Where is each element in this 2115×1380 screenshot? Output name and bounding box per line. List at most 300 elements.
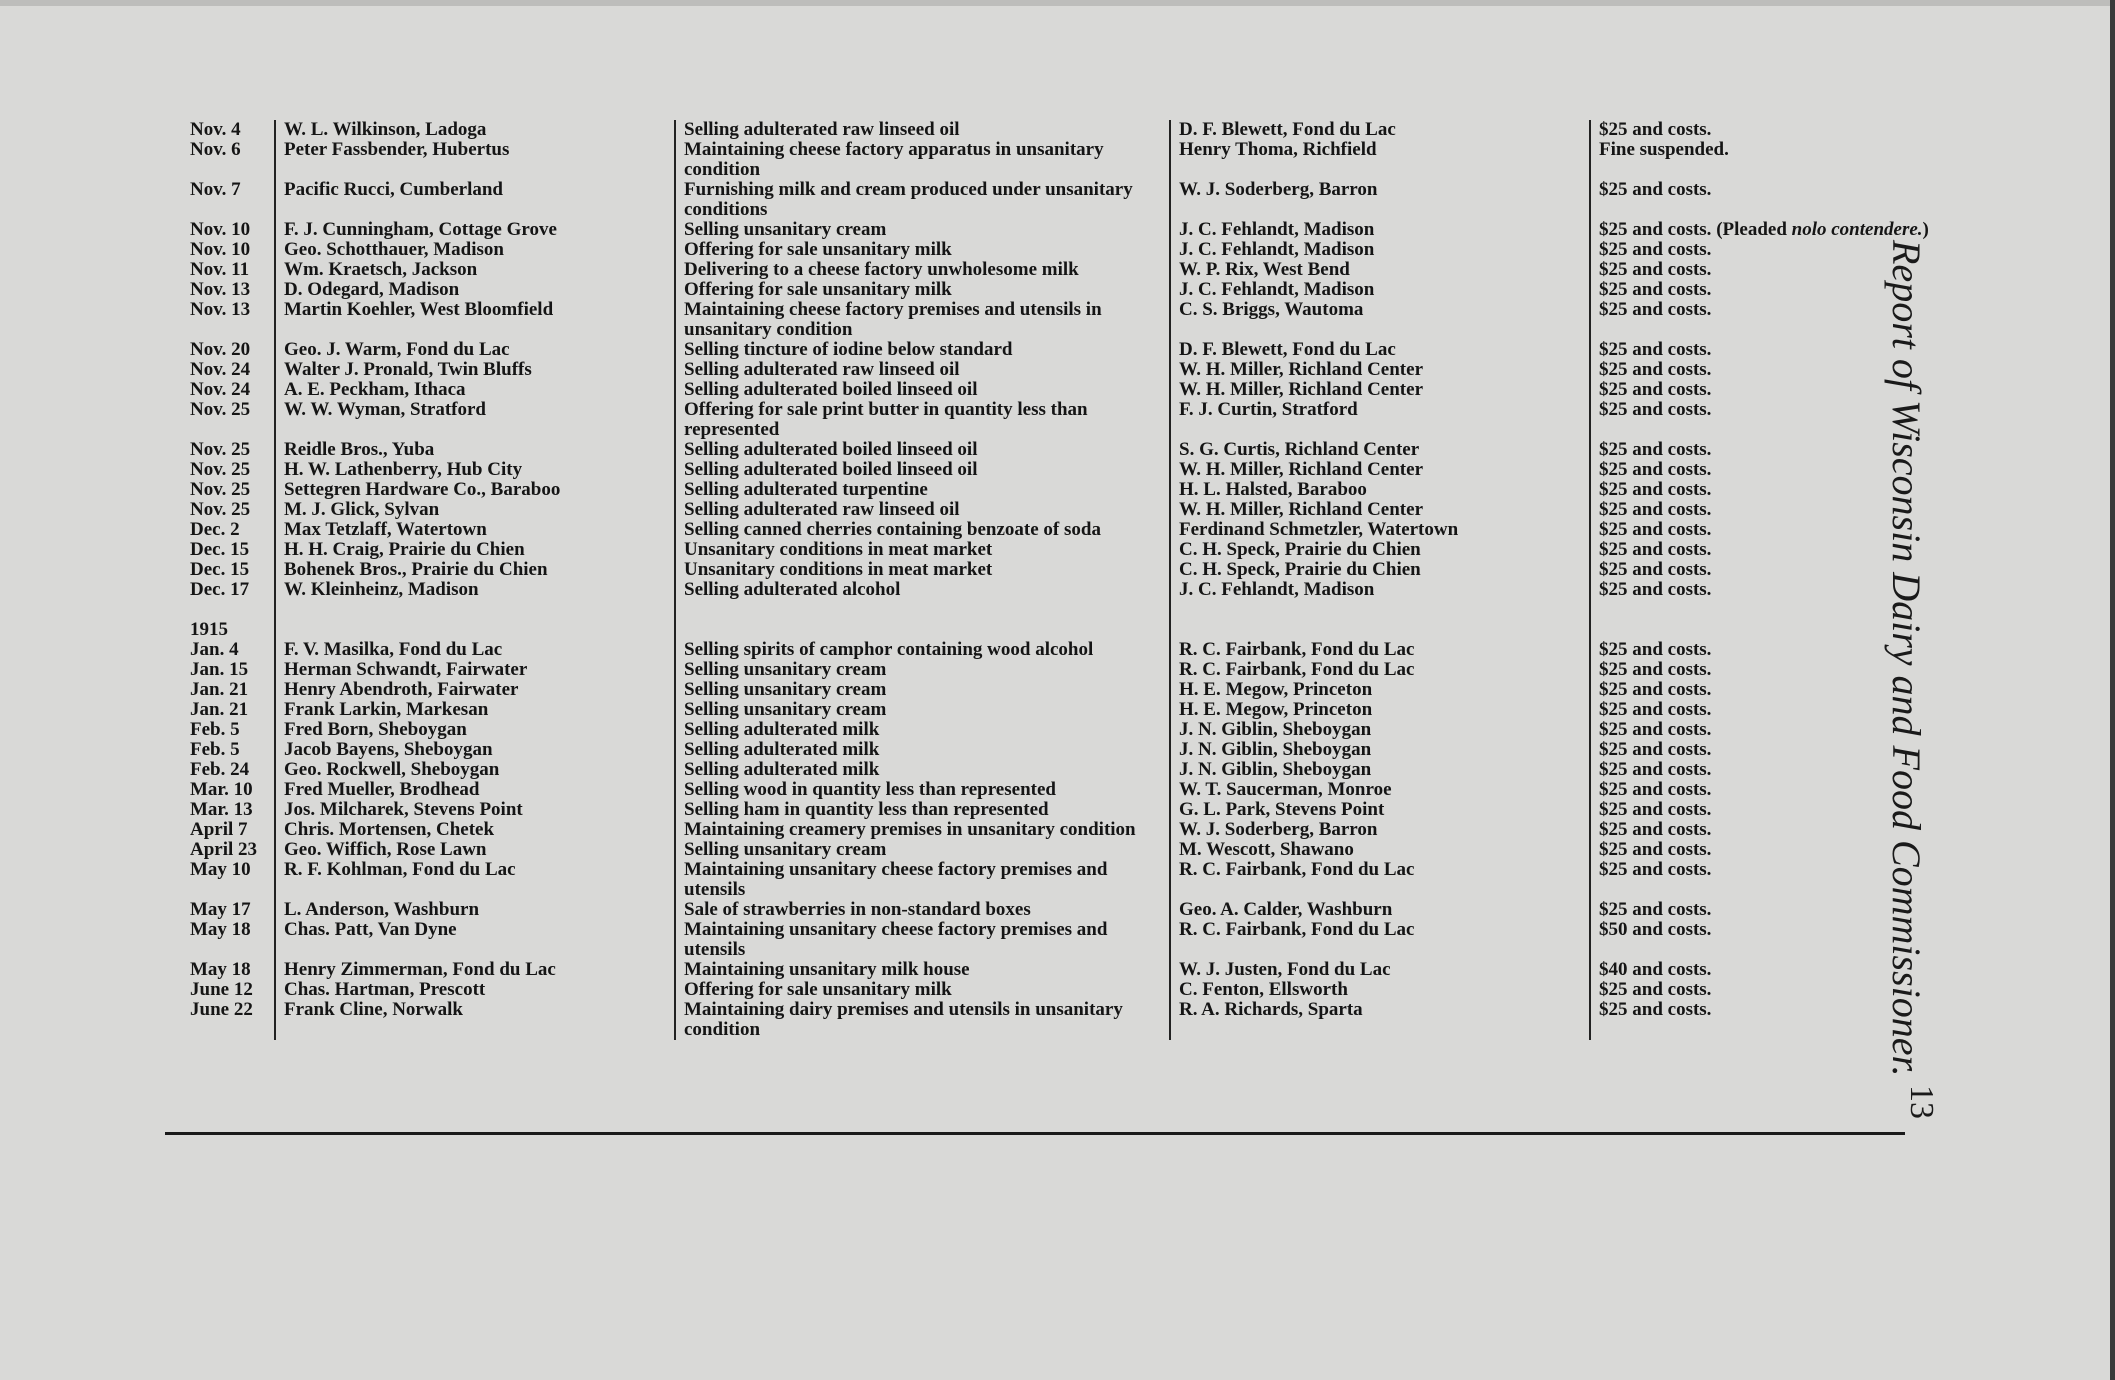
running-head: Report of Wisconsin Dairy and Food Commissioner.: [1884, 240, 1929, 1077]
defendant-cell: [275, 180, 675, 220]
prosecutor-cell-text: J. C. Fehlandt, Madison: [1179, 220, 1375, 240]
prosecutor-cell-text: C. H. Speck, Prairie du Chien: [1179, 560, 1421, 580]
defendant-cell-text: Bohenek Bros., Prairie du Chien: [284, 560, 548, 580]
fine-cell-text: $25 and costs.: [1599, 680, 1712, 700]
defendant-cell-text: Walter J. Pronald, Twin Bluffs: [284, 360, 532, 380]
fine-cell-text: $25 and costs.: [1599, 500, 1712, 520]
table-row: [160, 540, 1930, 560]
defendant-cell: [275, 760, 675, 780]
defendant-cell: [275, 260, 675, 280]
fine-cell: [1590, 480, 1930, 500]
offense-cell: [675, 640, 1170, 660]
fine-cell: [1590, 920, 1930, 960]
offense-cell: [675, 220, 1170, 240]
defendant-cell: [275, 220, 675, 240]
offense-cell: [675, 580, 1170, 600]
table-row: [160, 840, 1930, 860]
offense-cell: [675, 140, 1170, 180]
table-row: [160, 340, 1930, 360]
defendant-cell-text: Pacific Rucci, Cumberland: [284, 180, 504, 200]
date-cell: [160, 440, 275, 460]
prosecutor-cell: [1170, 840, 1590, 860]
offense-cell-text: Selling adulterated raw linseed oil: [684, 120, 960, 140]
prosecutor-cell: [1170, 400, 1590, 440]
defendant-cell-text: Fred Mueller, Brodhead: [284, 780, 480, 800]
offense-cell-text: Selling tincture of iodine below standard: [684, 340, 1013, 360]
offense-cell-text: Selling adulterated turpentine: [684, 480, 928, 500]
table-row: [160, 660, 1930, 680]
prosecutor-cell: [1170, 800, 1590, 820]
fine-cell: [1590, 780, 1930, 800]
prosecutor-cell-text: D. F. Blewett, Fond du Lac: [1179, 340, 1396, 360]
defendant-cell-text: Frank Larkin, Markesan: [284, 700, 489, 720]
defendant-cell: [275, 920, 675, 960]
prosecutor-cell: [1170, 280, 1590, 300]
fine-cell-text: $25 and costs.: [1599, 980, 1712, 1000]
date-cell-text: May 10: [190, 860, 251, 880]
table-row: [160, 300, 1930, 340]
prosecutor-cell-text: C. Fenton, Ellsworth: [1179, 980, 1348, 1000]
fine-cell: [1590, 560, 1930, 580]
prosecutor-cell: [1170, 480, 1590, 500]
fine-cell: [1590, 120, 1930, 140]
fine-cell: [1590, 240, 1930, 260]
date-cell-text: Nov. 4: [190, 120, 241, 140]
defendant-cell: [275, 740, 675, 760]
prosecutor-cell: [1170, 640, 1590, 660]
defendant-cell: [275, 440, 675, 460]
defendant-cell-text: Fred Born, Sheboygan: [284, 720, 467, 740]
fine-cell-text: $25 and costs.: [1599, 900, 1712, 920]
fine-cell: [1590, 280, 1930, 300]
prosecutor-cell: [1170, 960, 1590, 980]
defendant-cell: [275, 540, 675, 560]
offense-cell: [675, 520, 1170, 540]
offense-cell: [675, 120, 1170, 140]
date-cell-text: Nov. 25: [190, 440, 251, 460]
offense-cell: [675, 760, 1170, 780]
fine-cell: [1590, 860, 1930, 900]
fine-cell-text: $25 and costs.: [1599, 640, 1712, 660]
date-cell: [160, 740, 275, 760]
fine-cell: [1590, 140, 1930, 180]
date-cell-text: Jan. 21: [190, 680, 249, 700]
table-row: [160, 700, 1930, 720]
defendant-cell-text: Chas. Hartman, Prescott: [284, 980, 486, 1000]
fine-cell-text: $25 and costs.: [1599, 440, 1712, 460]
offense-cell: [675, 280, 1170, 300]
date-cell: [160, 360, 275, 380]
table-row: [160, 220, 1930, 240]
defendant-cell: [275, 480, 675, 500]
defendant-cell-text: Chas. Patt, Van Dyne: [284, 920, 457, 940]
year-heading: 1915: [190, 619, 228, 640]
table-row: [160, 140, 1930, 180]
fine-cell-text: $25 and costs.: [1599, 380, 1712, 400]
table-row: [160, 260, 1930, 280]
fine-cell-text: $25 and costs.: [1599, 580, 1712, 600]
fine-cell-text: $25 and costs.: [1599, 560, 1712, 580]
page-edge-top: [0, 0, 2115, 6]
prosecutor-cell-text: W. J. Soderberg, Barron: [1179, 180, 1378, 200]
defendant-cell-text: Martin Koehler, West Bloomfield: [284, 300, 554, 320]
prosecutor-cell-text: J. N. Giblin, Sheboygan: [1179, 760, 1372, 780]
defendant-cell: [275, 400, 675, 440]
defendant-cell: [275, 820, 675, 840]
table-row: [160, 800, 1930, 820]
defendant-cell: [275, 900, 675, 920]
prosecutor-cell-text: J. C. Fehlandt, Madison: [1179, 240, 1375, 260]
plea-note-prefix: (Pleaded: [1716, 220, 1792, 240]
prosecutor-cell: [1170, 500, 1590, 520]
fine-cell: [1590, 460, 1930, 480]
prosecutor-cell-text: G. L. Park, Stevens Point: [1179, 800, 1385, 820]
offense-cell-text: Unsanitary conditions in meat market: [684, 540, 993, 560]
date-cell-text: Nov. 25: [190, 400, 251, 420]
prosecutor-cell-text: F. J. Curtin, Stratford: [1179, 400, 1358, 420]
prosecutor-cell-text: W. H. Miller, Richland Center: [1179, 380, 1424, 400]
fine-cell: [1590, 640, 1930, 660]
defendant-cell: [275, 840, 675, 860]
prosecutor-cell: [1170, 240, 1590, 260]
defendant-cell: [275, 580, 675, 600]
prosecutor-cell-text: J. C. Fehlandt, Madison: [1179, 580, 1375, 600]
fine-cell-text: $25 and costs.: [1599, 180, 1712, 200]
offense-cell-text: Offering for sale print butter in quantity less than represented: [684, 400, 1088, 440]
date-cell-text: Nov. 20: [190, 340, 251, 360]
fine-cell: [1590, 340, 1930, 360]
table-row: [160, 280, 1930, 300]
date-cell-text: May 18: [190, 920, 251, 940]
offense-cell-text: Selling canned cherries containing benzoate of soda: [684, 520, 1101, 540]
fine-cell-text: $25 and costs.: [1599, 240, 1712, 260]
fine-cell: [1590, 1000, 1930, 1040]
table-row: [160, 920, 1930, 960]
prosecutor-cell: [1170, 860, 1590, 900]
defendant-cell-text: Geo. Wiffich, Rose Lawn: [284, 840, 487, 860]
table-row: [160, 860, 1930, 900]
defendant-cell: [275, 1000, 675, 1040]
date-cell-text: Dec. 15: [190, 560, 250, 580]
date-cell-text: Dec. 2: [190, 520, 240, 540]
defendant-cell: [275, 560, 675, 580]
fine-cell-text: $25 and costs.: [1599, 540, 1712, 560]
offense-cell: [675, 500, 1170, 520]
fine-cell-text: $40 and costs.: [1599, 960, 1712, 980]
offense-cell: [675, 900, 1170, 920]
defendant-cell: [275, 120, 675, 140]
date-cell-text: Feb. 24: [190, 760, 250, 780]
page-number: 13: [1903, 1085, 1940, 1119]
prosecutor-cell-text: R. A. Richards, Sparta: [1179, 1000, 1363, 1020]
defendant-cell: [275, 380, 675, 400]
date-cell-text: Nov. 24: [190, 360, 251, 380]
prosecutor-cell: [1170, 780, 1590, 800]
fine-cell-text: $25 and costs.: [1599, 820, 1712, 840]
offense-cell: [675, 720, 1170, 740]
fine-cell-text: $50 and costs.: [1599, 920, 1712, 940]
prosecutor-cell-text: J. N. Giblin, Sheboygan: [1179, 740, 1372, 760]
date-cell: [160, 380, 275, 400]
offense-cell: [675, 1000, 1170, 1040]
defendant-cell: [275, 700, 675, 720]
fine-cell-text: $25 and costs.: [1599, 520, 1712, 540]
fine-cell: [1590, 360, 1930, 380]
fine-cell-text: $25 and costs.: [1599, 700, 1712, 720]
defendant-cell-text: Jacob Bayens, Sheboygan: [284, 740, 493, 760]
date-cell: [160, 480, 275, 500]
defendant-cell-text: A. E. Peckham, Ithaca: [284, 380, 466, 400]
date-cell-text: Jan. 15: [190, 660, 249, 680]
table-row: [160, 460, 1930, 480]
fine-cell: [1590, 300, 1930, 340]
prosecutor-cell-text: J. C. Fehlandt, Madison: [1179, 280, 1375, 300]
defendant-cell-text: Geo. J. Warm, Fond du Lac: [284, 340, 510, 360]
date-cell: [160, 520, 275, 540]
table-row: [160, 120, 1930, 140]
table-row: [160, 980, 1930, 1000]
defendant-cell-text: F. V. Masilka, Fond du Lac: [284, 640, 503, 660]
defendant-cell-text: M. J. Glick, Sylvan: [284, 500, 440, 520]
fine-cell-text: $25 and costs.: [1599, 400, 1712, 420]
offense-cell-text: Selling adulterated milk: [684, 740, 880, 760]
prosecutor-cell-text: W. P. Rix, West Bend: [1179, 260, 1350, 280]
prosecutor-cell-text: S. G. Curtis, Richland Center: [1179, 440, 1420, 460]
offense-cell: [675, 180, 1170, 220]
year-row: [160, 600, 1930, 640]
defendant-cell-text: R. F. Kohlman, Fond du Lac: [284, 860, 516, 880]
prosecutor-cell-text: H. E. Megow, Princeton: [1179, 680, 1373, 700]
defendant-cell: [275, 720, 675, 740]
defendant-cell-text: Geo. Rockwell, Sheboygan: [284, 760, 500, 780]
page-edge-right: [2110, 0, 2115, 1380]
table-row: [160, 760, 1930, 780]
date-cell: [160, 780, 275, 800]
offense-cell-text: Furnishing milk and cream produced under unsanitary conditions: [684, 180, 1133, 220]
offense-cell-text: Selling wood in quantity less than represented: [684, 780, 1056, 800]
fine-cell: [1590, 800, 1930, 820]
prosecutor-cell: [1170, 700, 1590, 720]
fine-cell: [1590, 960, 1930, 980]
table-row: [160, 400, 1930, 440]
fine-cell-text: $25 and costs.: [1599, 220, 1712, 240]
defendant-cell: [275, 960, 675, 980]
date-cell: [160, 180, 275, 220]
defendant-cell-text: Henry Zimmerman, Fond du Lac: [284, 960, 556, 980]
fine-cell: [1590, 660, 1930, 680]
fine-cell-text: $25 and costs.: [1599, 480, 1712, 500]
prosecutor-cell-text: R. C. Fairbank, Fond du Lac: [1179, 640, 1415, 660]
table-row: [160, 580, 1930, 600]
offense-cell-text: Selling adulterated raw linseed oil: [684, 360, 960, 380]
table-row: [160, 780, 1930, 800]
defendant-cell-text: Max Tetzlaff, Watertown: [284, 520, 487, 540]
prosecutor-cell: [1170, 260, 1590, 280]
prosecutor-cell-text: R. C. Fairbank, Fond du Lac: [1179, 860, 1415, 880]
defendant-cell-text: Chris. Mortensen, Chetek: [284, 820, 495, 840]
date-cell-text: Jan. 21: [190, 700, 249, 720]
offense-cell-text: Selling spirits of camphor containing wood alcohol: [684, 640, 1094, 660]
fine-cell-text: $25 and costs.: [1599, 720, 1712, 740]
defendant-cell: [275, 660, 675, 680]
offense-cell: [675, 400, 1170, 440]
date-cell: [160, 660, 275, 680]
defendant-cell: [275, 780, 675, 800]
defendant-cell: [275, 300, 675, 340]
offense-cell: [675, 300, 1170, 340]
plea-note-suffix: ): [1922, 220, 1929, 240]
offense-cell: [675, 480, 1170, 500]
date-cell-text: Nov. 25: [190, 500, 251, 520]
offense-cell-text: Selling ham in quantity less than represented: [684, 800, 1049, 820]
prosecutor-cell: [1170, 520, 1590, 540]
prosecutor-cell: [1170, 300, 1590, 340]
fine-cell: [1590, 840, 1930, 860]
prosecutor-cell-text: H. E. Megow, Princeton: [1179, 700, 1373, 720]
offense-cell: [675, 680, 1170, 700]
offense-cell-text: Selling adulterated raw linseed oil: [684, 500, 960, 520]
fine-cell: [1590, 540, 1930, 560]
date-cell-text: Feb. 5: [190, 720, 240, 740]
fine-cell: [1590, 440, 1930, 460]
offense-cell: [675, 780, 1170, 800]
offense-cell-text: Sale of strawberries in non-standard boxes: [684, 900, 1031, 920]
offense-cell-text: Selling adulterated boiled linseed oil: [684, 460, 978, 480]
fine-cell-text: $25 and costs.: [1599, 860, 1712, 880]
prosecutor-cell-text: R. C. Fairbank, Fond du Lac: [1179, 660, 1415, 680]
table-row: [160, 960, 1930, 980]
fine-cell-text: $25 and costs.: [1599, 340, 1712, 360]
fine-cell-text: $25 and costs.: [1599, 660, 1712, 680]
defendant-cell: [275, 520, 675, 540]
prosecutor-cell: [1170, 120, 1590, 140]
defendant-cell-text: Wm. Kraetsch, Jackson: [284, 260, 478, 280]
offense-cell: [675, 920, 1170, 960]
date-cell: [160, 1000, 275, 1040]
offense-cell-text: Selling adulterated milk: [684, 760, 880, 780]
defendant-cell: [275, 860, 675, 900]
offense-cell-text: Unsanitary conditions in meat market: [684, 560, 993, 580]
defendant-cell-text: D. Odegard, Madison: [284, 280, 460, 300]
date-cell: [160, 860, 275, 900]
fine-cell-text: $25 and costs.: [1599, 760, 1712, 780]
table-row: [160, 720, 1930, 740]
offense-cell: [675, 560, 1170, 580]
prosecutor-cell-text: M. Wescott, Shawano: [1179, 840, 1354, 860]
offense-cell-text: Maintaining dairy premises and utensils in unsanitary condition: [684, 1000, 1123, 1040]
defendant-cell: [275, 240, 675, 260]
prosecutor-cell: [1170, 380, 1590, 400]
date-cell: [160, 920, 275, 960]
date-cell-text: Mar. 10: [190, 780, 253, 800]
defendant-cell-text: Henry Abendroth, Fairwater: [284, 680, 519, 700]
offense-cell: [675, 840, 1170, 860]
defendant-cell: [275, 340, 675, 360]
prosecutor-cell: [1170, 360, 1590, 380]
date-cell-text: Nov. 10: [190, 220, 251, 240]
date-cell: [160, 580, 275, 600]
table-row: [160, 240, 1930, 260]
plea-note: [1711, 220, 1928, 240]
date-cell-text: June 22: [190, 1000, 253, 1020]
fine-cell-text: $25 and costs.: [1599, 300, 1712, 320]
date-cell: [160, 560, 275, 580]
empty-cell: [675, 600, 1170, 640]
table-row: [160, 560, 1930, 580]
prosecutor-cell-text: J. N. Giblin, Sheboygan: [1179, 720, 1372, 740]
offense-cell: [675, 980, 1170, 1000]
date-cell: [160, 800, 275, 820]
defendant-cell-text: Peter Fassbender, Hubertus: [284, 140, 510, 160]
table-row: [160, 520, 1930, 540]
prosecutor-cell: [1170, 580, 1590, 600]
fine-cell-text: $25 and costs.: [1599, 800, 1712, 820]
fine-cell-text: $25 and costs.: [1599, 120, 1712, 140]
table-row: [160, 900, 1930, 920]
defendant-cell-text: W. Kleinheinz, Madison: [284, 580, 479, 600]
date-cell-text: April 7: [190, 820, 248, 840]
date-cell-text: May 18: [190, 960, 251, 980]
date-cell-text: Nov. 7: [190, 180, 241, 200]
prosecutor-cell: [1170, 560, 1590, 580]
date-cell-text: May 17: [190, 900, 251, 920]
date-cell: [160, 220, 275, 240]
offense-cell-text: Offering for sale unsanitary milk: [684, 280, 952, 300]
defendant-cell-text: F. J. Cunningham, Cottage Grove: [284, 220, 557, 240]
date-cell-text: Nov. 24: [190, 380, 251, 400]
prosecutor-cell-text: W. H. Miller, Richland Center: [1179, 360, 1424, 380]
fine-cell-text: $25 and costs.: [1599, 1000, 1712, 1020]
fine-cell-text: $25 and costs.: [1599, 360, 1712, 380]
prosecutor-cell-text: H. L. Halsted, Baraboo: [1179, 480, 1367, 500]
date-cell: [160, 340, 275, 360]
offense-cell: [675, 340, 1170, 360]
table-row: [160, 820, 1930, 840]
offense-cell: [675, 960, 1170, 980]
prosecutor-cell-text: Geo. A. Calder, Washburn: [1179, 900, 1393, 920]
prosecutor-cell-text: Henry Thoma, Richfield: [1179, 140, 1377, 160]
date-cell-text: Dec. 17: [190, 580, 250, 600]
fine-cell: [1590, 220, 1930, 240]
date-cell-text: Nov. 13: [190, 280, 251, 300]
date-cell: [160, 260, 275, 280]
table-row: [160, 480, 1930, 500]
offense-cell: [675, 440, 1170, 460]
prosecutions-table: [160, 120, 1930, 1130]
date-cell: [160, 120, 275, 140]
offense-cell-text: Maintaining unsanitary cheese factory premises and utensils: [684, 920, 1108, 960]
fine-cell-text: $25 and costs.: [1599, 260, 1712, 280]
date-cell: [160, 540, 275, 560]
defendant-cell-text: Jos. Milcharek, Stevens Point: [284, 800, 523, 820]
date-cell-text: Jan. 4: [190, 640, 239, 660]
date-cell: [160, 680, 275, 700]
offense-cell: [675, 240, 1170, 260]
fine-cell: [1590, 760, 1930, 780]
empty-cell: [1590, 600, 1930, 640]
table-row: [160, 740, 1930, 760]
date-cell-text: Nov. 25: [190, 480, 251, 500]
table-row: [160, 380, 1930, 400]
bottom-rule: [165, 1132, 1905, 1135]
prosecutor-cell: [1170, 680, 1590, 700]
offense-cell-text: Selling adulterated boiled linseed oil: [684, 440, 978, 460]
offense-cell: [675, 380, 1170, 400]
offense-cell: [675, 460, 1170, 480]
defendant-cell: [275, 980, 675, 1000]
offense-cell-text: Selling adulterated boiled linseed oil: [684, 380, 978, 400]
date-cell: [160, 140, 275, 180]
